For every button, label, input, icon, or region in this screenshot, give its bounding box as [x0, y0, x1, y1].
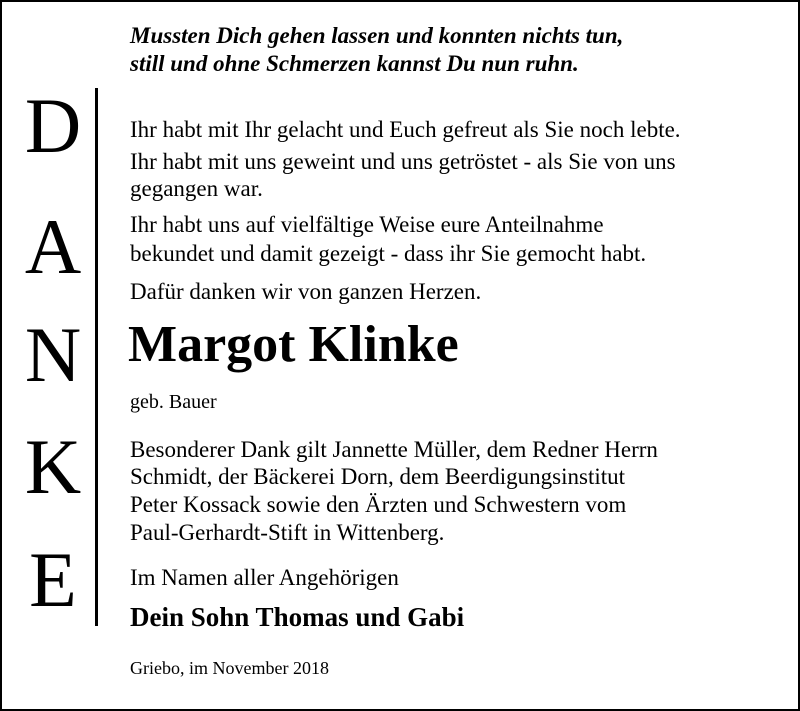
danke-letter-e: E: [29, 536, 77, 623]
deceased-name: Margot Klinke: [128, 316, 459, 373]
special-thanks-line: Schmidt, der Bäckerei Dorn, dem Beerdigungsinstitut: [130, 464, 626, 489]
thanks-line: bekundet und damit gezeigt - dass ihr Sie gemocht habt.: [130, 241, 647, 266]
danke-letter-n: N: [24, 311, 82, 398]
motto-line: still und ohne Schmerzen kannst Du nun ruhn.: [130, 51, 579, 76]
place-date: Griebo, im November 2018: [130, 658, 329, 678]
thanks-line: Dafür danken wir von ganzen Herzen.: [130, 279, 482, 304]
danke-letter-k: K: [24, 423, 82, 510]
thanks-line: gegangen war.: [130, 176, 263, 201]
thanks-line: Ihr habt mit uns geweint und uns getröstet - als Sie von uns: [130, 149, 676, 174]
thanks-line: Ihr habt mit Ihr gelacht und Euch gefreut als Sie noch lebte.: [130, 117, 681, 142]
vertical-divider: [95, 88, 98, 626]
special-thanks-line: Besonderer Dank gilt Jannette Müller, dem Redner Herrn: [130, 437, 658, 462]
signature: Dein Sohn Thomas und Gabi: [130, 602, 465, 632]
danke-letter-d: D: [24, 82, 82, 169]
on-behalf-line: Im Namen aller Angehörigen: [130, 565, 399, 590]
motto-verse: [130, 22, 623, 78]
special-thanks-line: Peter Kossack sowie den Ärzten und Schwestern vom: [130, 492, 627, 517]
maiden-name: geb. Bauer: [130, 391, 217, 413]
special-thanks-line: Paul-Gerhardt-Stift in Wittenberg.: [130, 520, 445, 545]
danke-letter-a: A: [24, 203, 82, 290]
motto-line: Mussten Dich gehen lassen und konnten nichts tun,: [130, 23, 624, 48]
thanks-line: Ihr habt uns auf vielfältige Weise eure Anteilnahme: [130, 212, 604, 237]
